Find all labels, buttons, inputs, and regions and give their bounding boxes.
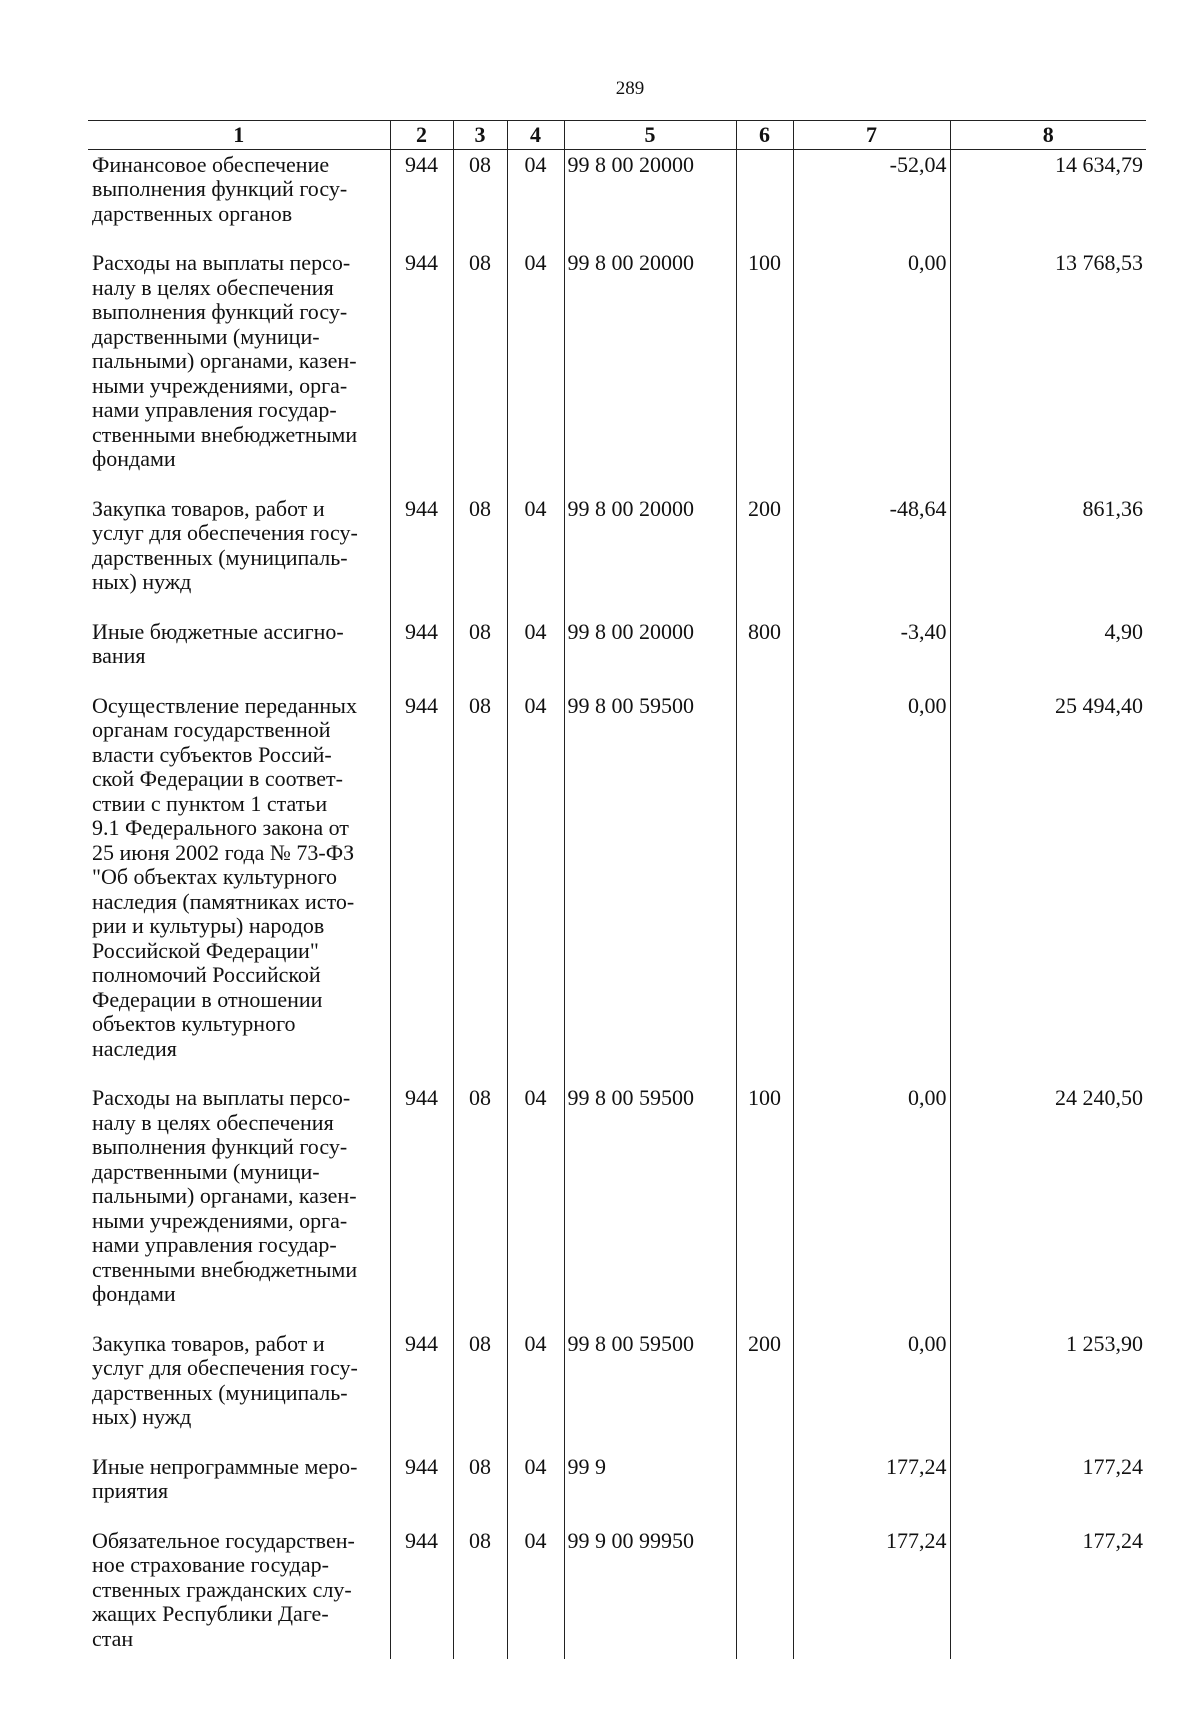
table-row <box>88 617 1146 691</box>
cell-section: 08 <box>453 617 507 691</box>
cell-subsection: 04 <box>507 1329 564 1452</box>
table-row <box>88 1329 1146 1452</box>
cell-section: 08 <box>453 1083 507 1329</box>
column-header: 7 <box>793 121 950 150</box>
cell-section: 08 <box>453 691 507 1084</box>
cell-change: 0,00 <box>793 1329 950 1452</box>
table-row <box>88 1526 1146 1660</box>
cell-code: 944 <box>390 248 453 494</box>
cell-code: 944 <box>390 1329 453 1452</box>
row-name: Расходы на выплаты персо- налу в целях обеспечения выполнения функций госу- дарственными (муници- пальными) органами, казен- ными учреждениями, орга- нами управления государ- ственными внебюджетными фондами <box>92 1085 358 1306</box>
cell-expense-type <box>736 149 793 248</box>
cell-target-article: 99 9 <box>564 1452 736 1526</box>
cell-subsection: 04 <box>507 1452 564 1526</box>
table-row <box>88 248 1146 494</box>
cell-code: 944 <box>390 1083 453 1329</box>
cell-code: 944 <box>390 617 453 691</box>
cell-change: -3,40 <box>793 617 950 691</box>
cell-total: 24 240,50 <box>950 1083 1146 1329</box>
cell-code: 944 <box>390 1526 453 1660</box>
cell-total: 1 253,90 <box>950 1329 1146 1452</box>
cell-total: 861,36 <box>950 494 1146 617</box>
cell-subsection: 04 <box>507 617 564 691</box>
row-name: Иные непрограммные меро- приятия <box>92 1453 358 1503</box>
row-name: Закупка товаров, работ и услуг для обеспечения госу- дарственных (муниципаль- ных) нужд <box>92 1330 358 1429</box>
cell-target-article: 99 8 00 20000 <box>564 494 736 617</box>
cell-target-article: 99 8 00 59500 <box>564 691 736 1084</box>
cell-subsection: 04 <box>507 248 564 494</box>
cell-code: 944 <box>390 149 453 248</box>
row-name: Финансовое обеспечение выполнения функций госу- дарственных органов <box>92 151 348 226</box>
cell-target-article: 99 8 00 59500 <box>564 1083 736 1329</box>
table-row <box>88 691 1146 1084</box>
column-header: 8 <box>950 121 1146 150</box>
page-number: 289 <box>615 78 645 99</box>
row-name: Иные бюджетные ассигно- вания <box>92 618 344 668</box>
column-header: 5 <box>564 121 736 150</box>
cell-expense-type <box>736 691 793 1084</box>
cell-expense-type: 200 <box>736 494 793 617</box>
cell-expense-type <box>736 1452 793 1526</box>
cell-expense-type: 800 <box>736 617 793 691</box>
cell-target-article: 99 8 00 20000 <box>564 617 736 691</box>
table-row <box>88 1083 1146 1329</box>
cell-target-article: 99 8 00 20000 <box>564 149 736 248</box>
row-name: Осуществление переданных органам государственной власти субъектов Россий- ской Федерации в соответ- ствии с пунктом 1 статьи 9.1 Федерального закона от 25 июня 2002 года № 73-ФЗ "Об объектах культурного наследия (памятниках исто- рии и культуры) народов Российской Федерации" полномочий Российской Федерации в отношении объектов культурного наследия <box>92 692 357 1061</box>
table-row <box>88 1452 1146 1526</box>
cell-expense-type: 100 <box>736 248 793 494</box>
row-name: Закупка товаров, работ и услуг для обеспечения госу- дарственных (муниципаль- ных) нужд <box>92 495 358 594</box>
table-row <box>88 494 1146 617</box>
header-row <box>88 121 1146 150</box>
cell-subsection: 04 <box>507 149 564 248</box>
cell-expense-type: 100 <box>736 1083 793 1329</box>
column-header: 6 <box>736 121 793 150</box>
row-name: Расходы на выплаты персо- налу в целях обеспечения выполнения функций госу- дарственными (муници- пальными) органами, казен- ными учреждениями, орга- нами управления государ- ственными внебюджетными фондами <box>92 250 358 471</box>
cell-change: -48,64 <box>793 494 950 617</box>
cell-code: 944 <box>390 1452 453 1526</box>
cell-total: 4,90 <box>950 617 1146 691</box>
cell-total: 25 494,40 <box>950 691 1146 1084</box>
cell-subsection: 04 <box>507 691 564 1084</box>
cell-expense-type: 200 <box>736 1329 793 1452</box>
cell-section: 08 <box>453 149 507 248</box>
cell-section: 08 <box>453 1452 507 1526</box>
row-name: Обязательное государствен- ное страхование государ- ственных гражданских слу- жащих Республики Даге- стан <box>92 1527 355 1651</box>
cell-section: 08 <box>453 494 507 617</box>
cell-section: 08 <box>453 1329 507 1452</box>
cell-section: 08 <box>453 1526 507 1660</box>
budget-table <box>88 120 1146 1659</box>
cell-target-article: 99 8 00 20000 <box>564 248 736 494</box>
cell-change: 0,00 <box>793 1083 950 1329</box>
cell-total: 13 768,53 <box>950 248 1146 494</box>
cell-code: 944 <box>390 494 453 617</box>
column-header: 3 <box>453 121 507 150</box>
cell-target-article: 99 8 00 59500 <box>564 1329 736 1452</box>
column-header: 2 <box>390 121 453 150</box>
cell-change: 0,00 <box>793 248 950 494</box>
cell-change: 0,00 <box>793 691 950 1084</box>
cell-subsection: 04 <box>507 1526 564 1660</box>
cell-change: 177,24 <box>793 1526 950 1660</box>
cell-target-article: 99 9 00 99950 <box>564 1526 736 1660</box>
cell-section: 08 <box>453 248 507 494</box>
cell-total: 177,24 <box>950 1452 1146 1526</box>
column-header: 1 <box>88 121 390 150</box>
cell-expense-type <box>736 1526 793 1660</box>
cell-total: 177,24 <box>950 1526 1146 1660</box>
column-header: 4 <box>507 121 564 150</box>
cell-change: -52,04 <box>793 149 950 248</box>
cell-change: 177,24 <box>793 1452 950 1526</box>
table-row <box>88 149 1146 248</box>
cell-total: 14 634,79 <box>950 149 1146 248</box>
cell-subsection: 04 <box>507 1083 564 1329</box>
cell-subsection: 04 <box>507 494 564 617</box>
cell-code: 944 <box>390 691 453 1084</box>
